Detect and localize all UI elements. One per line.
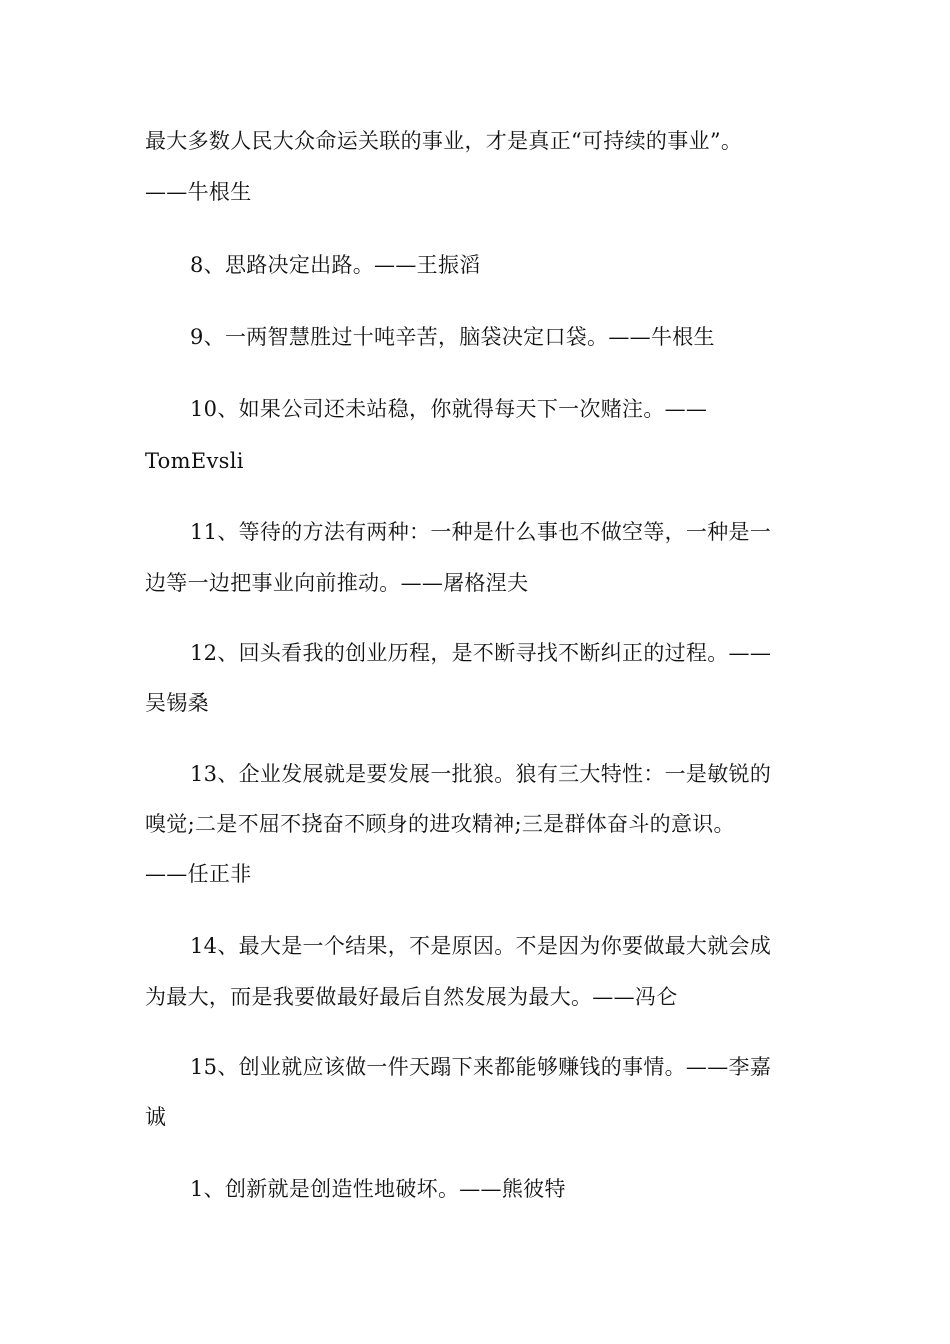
text-line: TomEvsli [145, 449, 244, 473]
quote-10: 10、如果公司还未站稳，你就得每天下一次赌注。—— [190, 397, 708, 421]
text-line: 边等一边把事业向前推动。——屠格涅夫 [145, 571, 529, 595]
quote-13: 13、企业发展就是要发展一批狼。狼有三大特性：一是敏锐的 [190, 762, 772, 786]
text-line: 为最大，而是我要做最好最后自然发展为最大。——冯仑 [145, 985, 678, 1009]
quote-14: 14、最大是一个结果，不是原因。不是因为你要做最大就会成 [190, 934, 772, 958]
text-line: 嗅觉;二是不屈不挠奋不顾身的进攻精神;三是群体奋斗的意识。 [145, 812, 735, 836]
quote-8: 8、思路决定出路。——王振滔 [190, 253, 481, 277]
quote-12: 12、回头看我的创业历程，是不断寻找不断纠正的过程。—— [190, 641, 772, 665]
text-line: 诚 [145, 1105, 167, 1129]
quote-11: 11、等待的方法有两种：一种是什么事也不做空等，一种是一 [190, 520, 772, 544]
quote-15: 15、创业就应该做一件天蹋下来都能够赚钱的事情。——李嘉 [190, 1055, 772, 1079]
quote-1: 1、创新就是创造性地破坏。——熊彼特 [190, 1177, 566, 1201]
quote-9: 9、一两智慧胜过十吨辛苦，脑袋决定口袋。——牛根生 [190, 325, 715, 349]
text-line: ——牛根生 [145, 180, 252, 204]
text-line: ——任正非 [145, 862, 252, 886]
text-line: 最大多数人民大众命运关联的事业，才是真正“可持续的事业”。 [145, 129, 743, 153]
text-line: 吴锡桑 [145, 691, 209, 715]
